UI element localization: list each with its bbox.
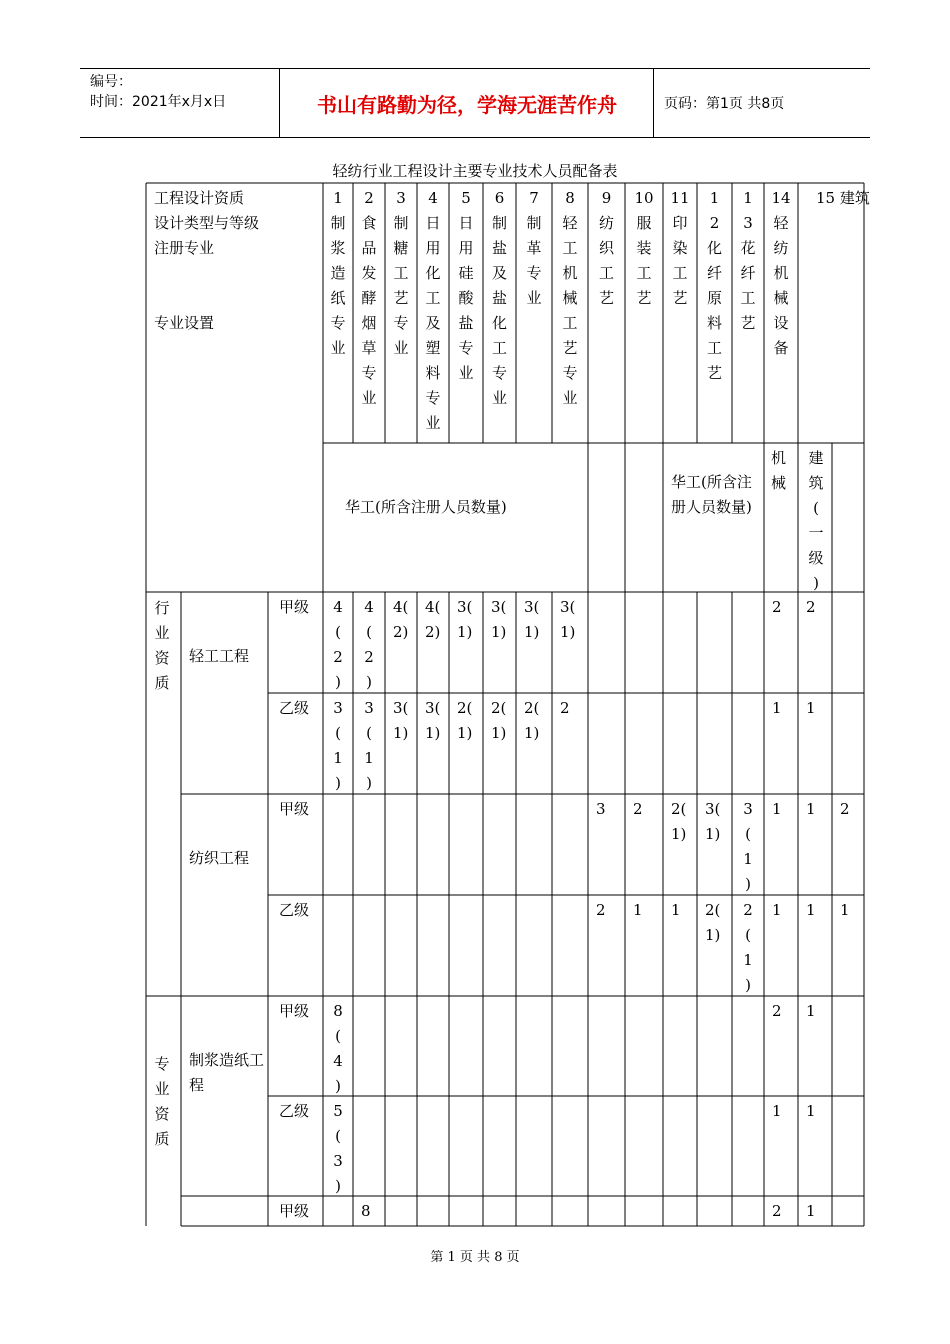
column-header-4: 4 日 用 化 工 及 塑 料 专 业 <box>425 189 441 432</box>
table-cell: 2( 1) <box>671 800 687 843</box>
table-cell: 3 <box>596 800 606 818</box>
section-label-2: 专 业 资 质 <box>154 1055 170 1148</box>
registered-building: 建 筑 ( 一 级 ) <box>808 449 824 592</box>
table-cell: 1 <box>806 1002 816 1020</box>
table-cell: 1 <box>806 800 816 818</box>
document-time-label: 时间：2021年x月x日 <box>90 94 227 110</box>
registered-group-chemical: 华工(所含注册人员数量) <box>345 498 507 516</box>
table-cell: 1 <box>806 901 816 919</box>
column-header-12: 1 2 化 纤 原 料 工 艺 <box>706 189 722 382</box>
table-cell: 1 <box>772 901 782 919</box>
table-cell: 5 ( 3 ) <box>333 1102 343 1195</box>
table-cell: 1 <box>840 901 850 919</box>
corner-discipline-label: 专业设置 <box>154 314 215 332</box>
table-cell: 3 ( 1 ) <box>743 800 753 893</box>
column-header-1: 1 制 浆 造 纸 专 业 <box>330 189 346 357</box>
grade-label: 乙级 <box>279 1102 310 1120</box>
registered-group-textile: 华工(所含注册人员数量) <box>671 473 752 516</box>
section-label-1: 行 业 资 质 <box>154 599 170 692</box>
table-cell: 4 ( 2 ) <box>333 598 343 691</box>
grade-label: 甲级 <box>279 1002 310 1020</box>
table-cell: 2 <box>806 598 816 616</box>
corner-qualification-label: 工程设计资质 <box>154 189 245 207</box>
table-cell: 1 <box>772 699 782 717</box>
grade-label: 甲级 <box>279 800 310 818</box>
table-cell: 3( 1) <box>393 699 409 742</box>
column-header-5: 5 日 用 硅 酸 盐 专 业 <box>458 189 474 382</box>
column-header-3: 3 制 糖 工 艺 专 业 <box>393 189 409 357</box>
table-cell: 3( 1) <box>705 800 721 843</box>
table-cell: 2 <box>633 800 643 818</box>
table-cell: 1 <box>806 1102 816 1120</box>
table-cell: 2 <box>596 901 606 919</box>
table-cell: 2( 1) <box>524 699 540 742</box>
page-header <box>80 68 870 138</box>
header-page-label: 页码：第1页 共8页 <box>664 96 785 112</box>
table-cell: 3( 1) <box>457 598 473 641</box>
page-footer: 第 1 页 共 8 页 <box>430 1250 520 1265</box>
table-cell: 1 <box>772 1102 782 1120</box>
table-cell: 2 <box>772 1202 782 1220</box>
table-cell: 3 ( 1 ) <box>364 699 374 792</box>
table-cell: 3( 1) <box>560 598 576 641</box>
table-cell: 2( 1) <box>491 699 507 742</box>
table-cell: 1 <box>806 699 816 717</box>
column-header-2: 2 食 品 发 酵 烟 草 专 业 <box>361 189 377 407</box>
grade-label: 乙级 <box>279 699 310 717</box>
grade-label: 甲级 <box>279 1202 310 1220</box>
table-cell: 2 <box>560 699 570 717</box>
registered-mechanical: 机械 <box>771 449 787 492</box>
column-header-13: 1 3 花 纤 工 艺 <box>740 189 756 332</box>
design-type-label: 轻工工程 <box>189 647 250 665</box>
column-header-7: 7 制 革 专 业 <box>526 189 542 307</box>
column-header-10: 10 服 装 工 艺 <box>634 189 654 307</box>
header-meta <box>80 69 280 137</box>
column-header-14: 14 轻 纺 机 械 设 备 <box>771 189 791 357</box>
table-cell: 2( 1) <box>457 699 473 742</box>
corner-type-grade-label: 设计类型与等级 <box>154 214 260 232</box>
table-title: 轻纺行业工程设计主要专业技术人员配备表 <box>332 162 618 180</box>
table-cell: 1 <box>671 901 681 919</box>
header-motto: 书山有路勤为径，学海无涯苦作舟 <box>281 69 654 137</box>
table-cell: 2 <box>840 800 850 818</box>
table-cell: 2 ( 1 ) <box>743 901 753 994</box>
column-header-6: 6 制 盐 及 盐 化 工 专 业 <box>491 189 507 407</box>
table-cell: 2 <box>772 598 782 616</box>
table-cell: 3( 1) <box>425 699 441 742</box>
grade-label: 乙级 <box>279 901 310 919</box>
table-cell: 1 <box>633 901 643 919</box>
table-cell: 8 ( 4 ) <box>333 1002 343 1095</box>
table-cell: 1 <box>772 800 782 818</box>
column-header-15: 15 建筑 <box>816 189 870 207</box>
document-number-label: 编号： <box>90 74 132 90</box>
design-type-label: 纺织工程 <box>189 849 250 867</box>
table-cell: 2 <box>772 1002 782 1020</box>
table-cell: 1 <box>806 1202 816 1220</box>
table-cell: 3( 1) <box>524 598 540 641</box>
table-cell: 8 <box>361 1202 371 1220</box>
table-cell: 3 ( 1 ) <box>333 699 343 792</box>
table-cell: 4 ( 2 ) <box>364 598 374 691</box>
column-header-9: 9 纺 织 工 艺 <box>598 189 614 307</box>
design-type-label: 制浆造纸工程 <box>189 1051 265 1094</box>
corner-registered-label: 注册专业 <box>154 239 215 257</box>
grade-label: 甲级 <box>279 598 310 616</box>
table-cell: 3( 1) <box>491 598 507 641</box>
table-cell: 4( 2) <box>393 598 409 641</box>
column-header-11: 11 印 染 工 艺 <box>670 189 690 307</box>
table-cell: 2( 1) <box>705 901 721 944</box>
table-cell: 4( 2) <box>425 598 441 641</box>
column-header-8: 8 轻 工 机 械 工 艺 专 业 <box>562 189 578 407</box>
